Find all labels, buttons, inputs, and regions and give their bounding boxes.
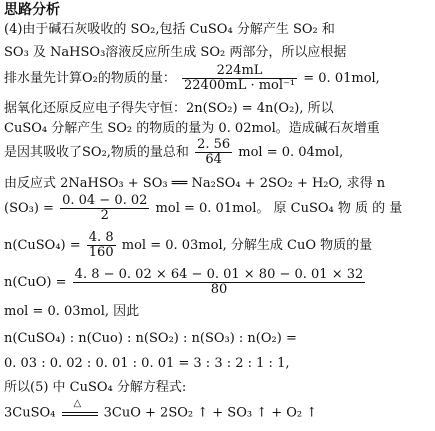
heating-triangle-icon: △ [73, 398, 82, 409]
line9-suffix: mol = 0. 03mol, 分解生成 CuO 物质的量 [121, 238, 373, 253]
line9-prefix: n(CuSO₄) = [4, 238, 81, 253]
fraction-numerator: 4. 8 [87, 231, 116, 246]
fraction-224-22400 [182, 64, 297, 93]
line6-prefix: 是因其吸收了SO₂,物质的量总和 [4, 145, 189, 160]
fraction-denominator: 64 [205, 152, 222, 167]
text-line-4: 据氧化还原反应电子得失守恒：2n(SO₂) = 4n(O₂), 所以 [4, 101, 334, 116]
text-line-8 [4, 194, 402, 223]
section-heading: 思路分析 [4, 2, 60, 18]
fraction-numerator: 4. 8 − 0. 02 × 64 − 0. 01 × 80 − 0. 01 × 32 [74, 267, 364, 282]
decomposition-equation [4, 398, 318, 422]
fraction-cuso4 [87, 231, 116, 260]
text-line-6 [4, 138, 343, 167]
text-line-13: 0. 03 : 0. 02 : 0. 01 : 0. 01 = 3 : 3 : 2 : 1 : 1, [4, 356, 290, 371]
text-line-2: SO₃ 及 NaHSO₃溶液反应所生成 SO₂ 两部分，所以应根据 [4, 45, 347, 60]
equation-products: 3CuO + 2SO₂ ↑ + SO₃ ↑ + O₂ ↑ [103, 405, 318, 421]
fraction-so3 [60, 194, 149, 223]
text-line-3 [4, 64, 380, 93]
text-line-7: 由反应式 2NaHSO₃ + SO₃ ══ Na₂SO₄ + 2SO₂ + H₂O, 求得 n [4, 176, 386, 191]
text-line-11: mol = 0. 03mol, 因此 [4, 304, 140, 319]
text-line-12: n(CuSO₄) : n(Cuo) : n(SO₂) : n(SO₃) : n(O₂) = [4, 331, 297, 346]
line3-suffix: = 0. 01mol, [303, 71, 380, 86]
line8-suffix: mol = 0. 01mol。 原 CuSO₄ 物 质 的 量 [155, 201, 403, 216]
fraction-cuo [73, 268, 366, 297]
text-line-10 [4, 268, 367, 297]
line10-prefix: n(CuO) = [4, 275, 67, 290]
fraction-denominator: 80 [210, 282, 228, 297]
fraction-denominator: 2 [100, 208, 109, 223]
text-line-5: CuSO₄ 分解产生 SO₂ 的物质的量为 0. 02mol。造成碱石灰增重 [4, 121, 380, 136]
fraction-numerator: 2. 56 [197, 137, 231, 152]
text-line-14: 所以(5) 中 CuSO₄ 分解方程式: [4, 380, 187, 395]
fraction-256-64 [195, 138, 232, 167]
line8-prefix: (SO₃) = [4, 201, 54, 216]
line6-suffix: mol = 0. 04mol, [238, 145, 344, 160]
text-line-9 [4, 231, 372, 260]
fraction-denominator: 160 [88, 245, 114, 260]
fraction-numerator: 224mL [182, 64, 297, 79]
equation-reactant: 3CuSO₄ [4, 405, 56, 421]
line3-prefix: 排水量先计算O₂的物质的量： [4, 71, 176, 86]
text-line-1: (4)由于碱石灰吸收的 SO₂,包括 CuSO₄ 分解产生 SO₂ 和 [4, 22, 335, 37]
fraction-numerator: 0. 04 − 0. 02 [62, 193, 148, 208]
fraction-denominator: 22400mL · mol⁻¹ [184, 78, 296, 93]
reaction-equals-sign [60, 398, 100, 422]
